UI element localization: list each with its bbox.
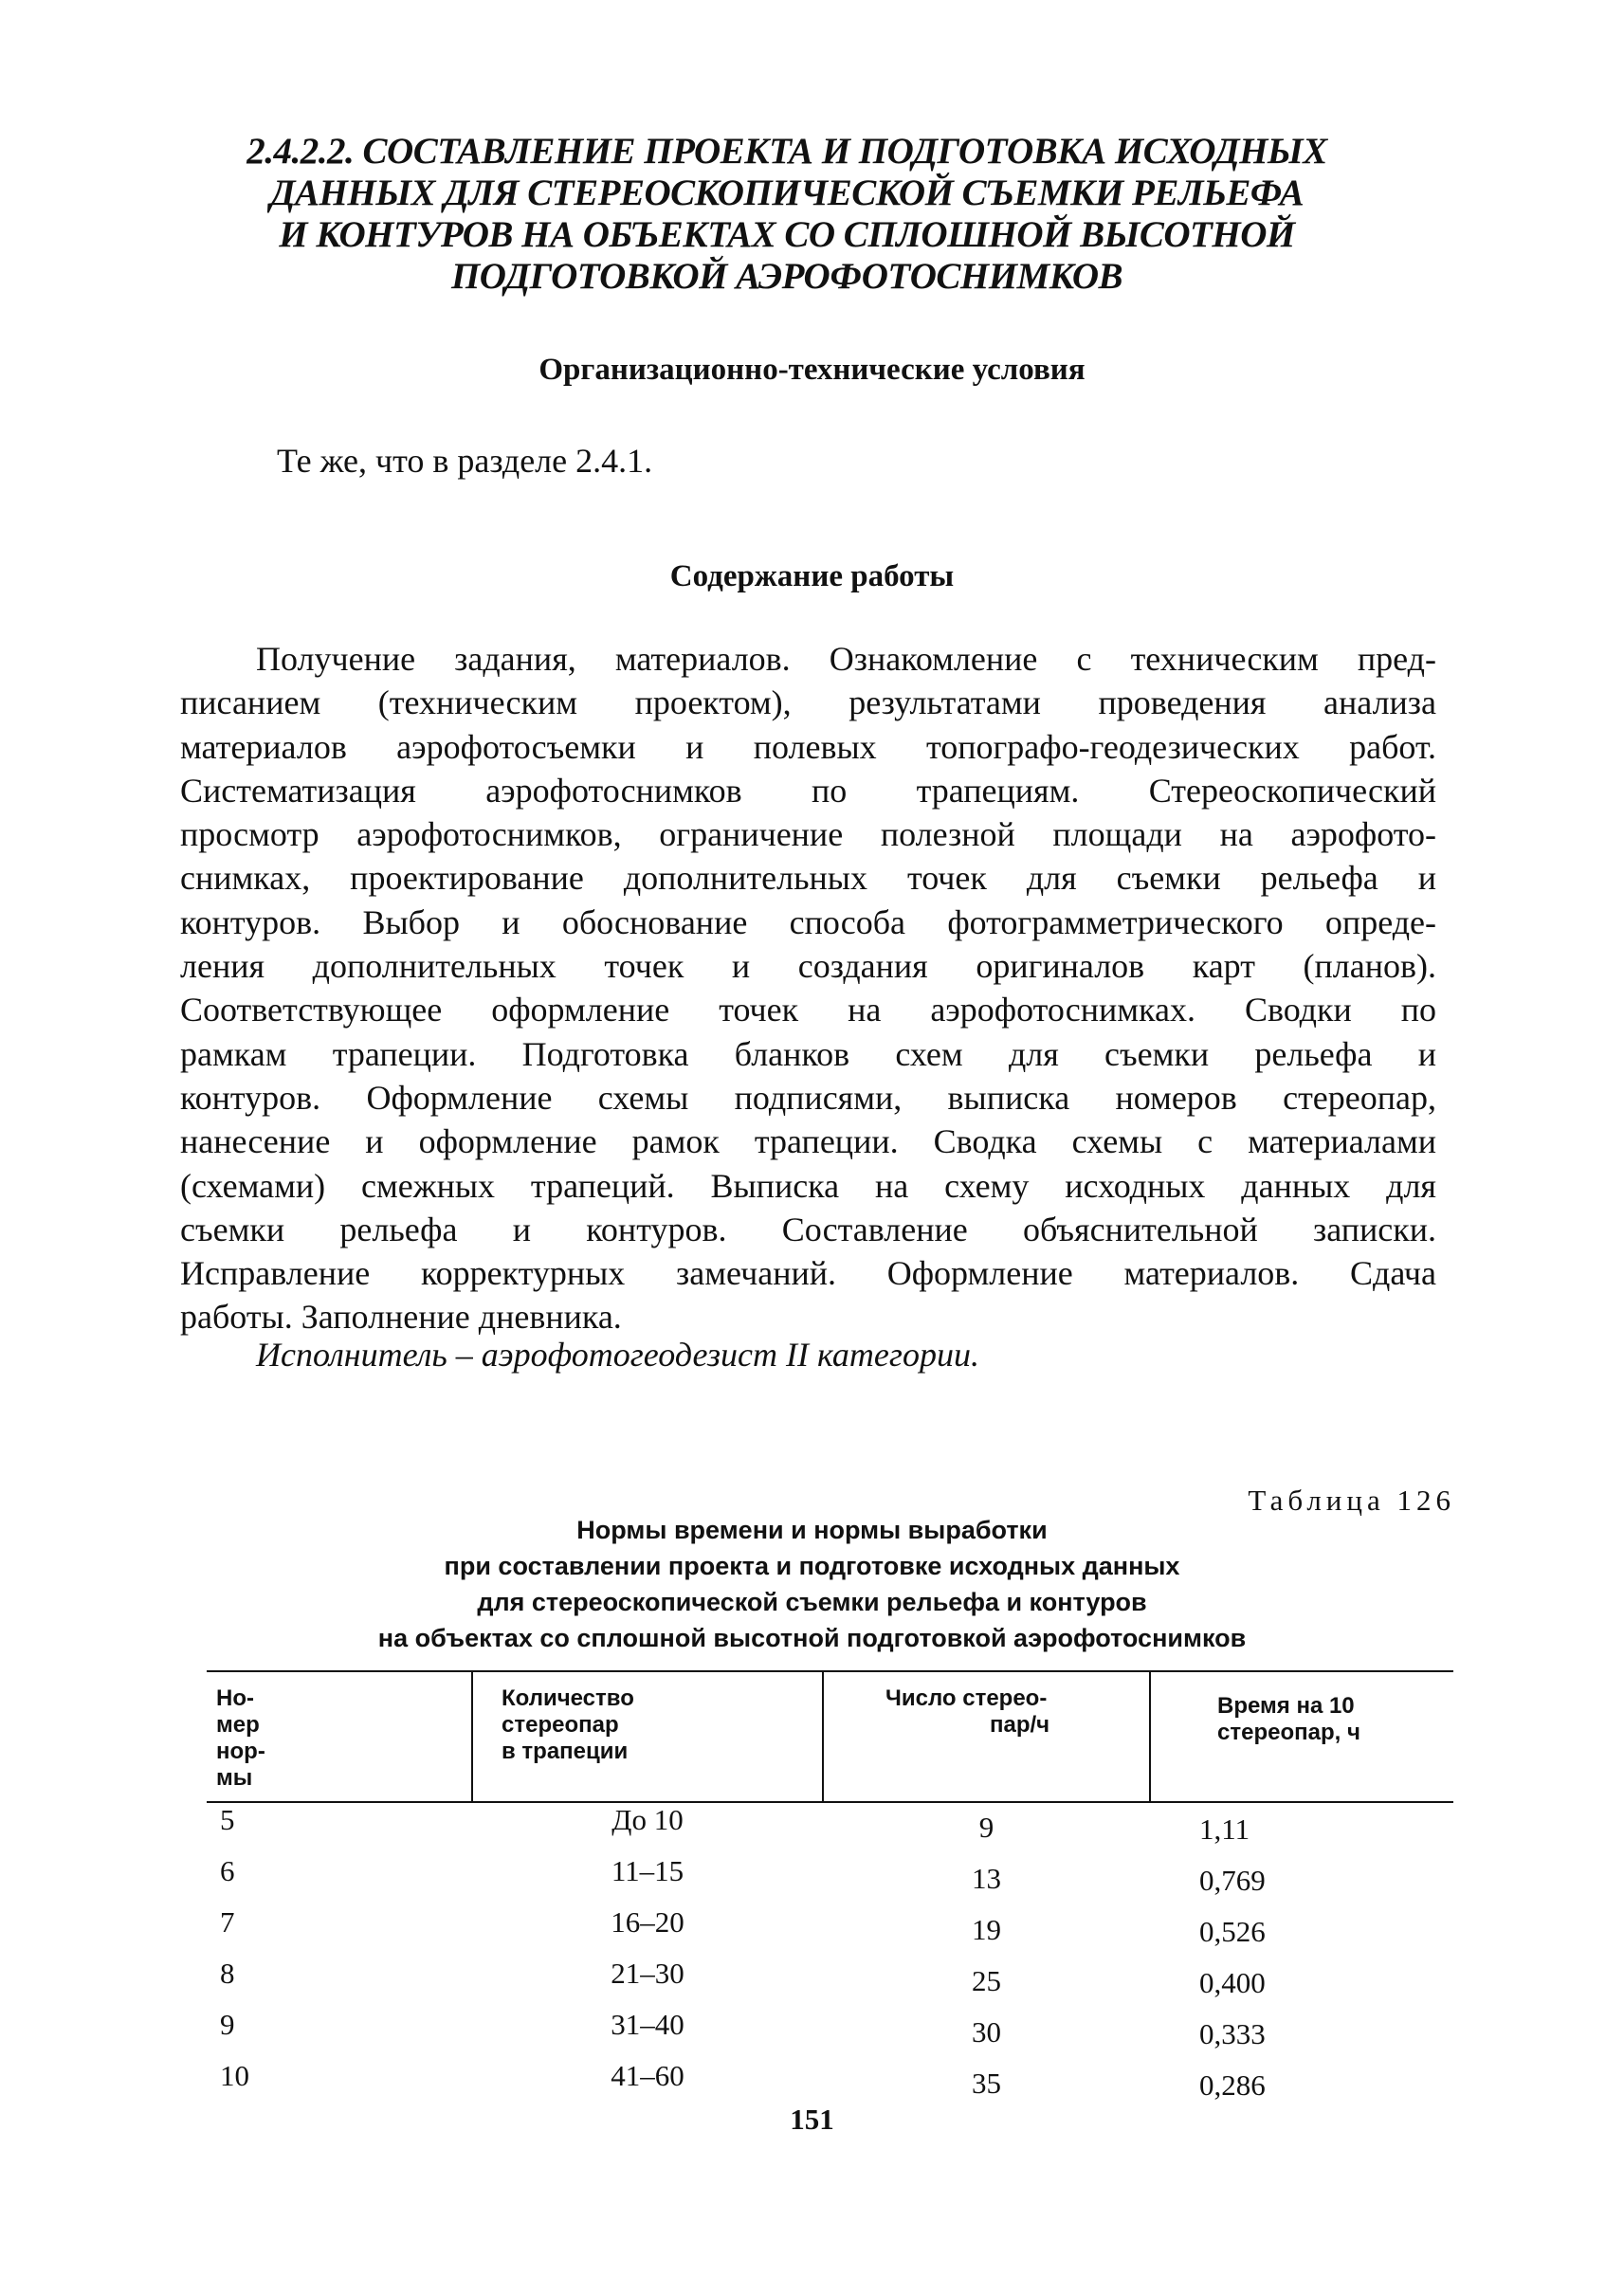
work-description <box>180 637 1436 1339</box>
norms-table <box>207 1670 1453 2110</box>
cell-time: 0,286 <box>1199 2068 1266 2102</box>
cell-norm: 10 <box>220 2059 249 2092</box>
paragraph-line: нанесение и оформление рамок трапеции. Сводка схемы с материалами <box>180 1122 1436 1161</box>
cell-count: 21–30 <box>611 1957 684 1990</box>
paragraph-line: съемки рельефа и контуров. Составление объяснительной записки. <box>180 1210 1436 1248</box>
work-heading: Содержание работы <box>669 559 955 593</box>
cell-time: 0,400 <box>1199 1966 1266 1999</box>
section-title-line: 2.4.2.2. СОСТАВЛЕНИЕ ПРОЕКТА И ПОДГОТОВКА ИСХОДНЫХ <box>246 131 1327 172</box>
paragraph-line: снимках, проектирование дополнительных точек для съемки рельефа и <box>180 859 1436 898</box>
paragraph-line: Исправление корректурных замечаний. Оформление материалов. Сдача <box>180 1254 1436 1293</box>
table-label: Таблица 126 <box>1248 1484 1455 1517</box>
section-title-line: И КОНТУРОВ НА ОБЪЕКТАХ СО СПЛОШНОЙ ВЫСОТНОЙ <box>279 214 1295 255</box>
table-caption <box>0 1512 1624 1656</box>
table-row <box>207 1905 1453 1957</box>
paragraph-line: ления дополнительных точек и создания оригиналов карт (планов). <box>180 947 1436 986</box>
paragraph-line: материалов аэрофотосъемки и полевых топографо-геодезических работ. <box>180 727 1436 766</box>
cell-norm: 7 <box>220 1905 235 1939</box>
paragraph-line: работы. Заполнение дневника. <box>180 1298 622 1337</box>
header-time-per-10: Время на 10 стереопар, ч <box>1150 1671 1453 1802</box>
cell-norm: 9 <box>220 2008 235 2041</box>
section-title-line: ПОДГОТОВКОЙ АЭРОФОТОСНИМКОВ <box>450 256 1123 297</box>
cell-time: 0,526 <box>1199 1915 1266 1948</box>
cell-per-hour: 35 <box>972 2067 1001 2100</box>
cell-count: 16–20 <box>611 1905 684 1939</box>
table-caption-line: Нормы времени и нормы выработки <box>576 1516 1048 1544</box>
table-row <box>207 1957 1453 2008</box>
section-title <box>171 131 1403 298</box>
cell-norm: 8 <box>220 1957 235 1990</box>
conditions-heading: Организационно-технические условия <box>538 353 1086 387</box>
cell-time: 0,769 <box>1199 1864 1266 1897</box>
table-row <box>207 2008 1453 2059</box>
paragraph-line: Соответствующее оформление точек на аэрофотоснимках. Сводки по <box>180 991 1436 1029</box>
table-caption-line: для стереоскопической съемки рельефа и контуров <box>477 1588 1147 1616</box>
cell-time: 1,11 <box>1199 1812 1250 1846</box>
cell-count: 41–60 <box>611 2059 684 2092</box>
table-header-row <box>207 1671 1453 1802</box>
cell-time: 0,333 <box>1199 2017 1266 2050</box>
header-stereopair-count: Количество стереопар в трапеции <box>472 1671 823 1802</box>
paragraph-line: писанием (техническим проектом), результатами проведения анализа <box>180 683 1436 722</box>
performer-note: Исполнитель – аэрофотогеодезист II категории. <box>256 1336 979 1374</box>
cell-per-hour: 9 <box>978 1811 994 1844</box>
cell-count: 31–40 <box>611 2008 684 2041</box>
paragraph-line: контуров. Оформление схемы подписями, выписка номеров стереопар, <box>180 1078 1436 1117</box>
table-row <box>207 1854 1453 1905</box>
cell-per-hour: 13 <box>972 1862 1001 1895</box>
table-caption-line: на объектах со сплошной высотной подготовкой аэрофотоснимков <box>377 1624 1247 1652</box>
paragraph-line: (схемами) смежных трапеций. Выписка на схему исходных данных для <box>180 1166 1436 1205</box>
paragraph-line: Систематизация аэрофотоснимков по трапециям. Стереоскопический <box>180 771 1436 810</box>
paragraph-line: рамкам трапеции. Подготовка бланков схем для съемки рельефа и <box>180 1034 1436 1073</box>
header-norm-number: Но- мер нор- мы <box>207 1671 472 1802</box>
page-number: 151 <box>790 2103 834 2136</box>
section-title-line: ДАННЫХ ДЛЯ СТЕРЕОСКОПИЧЕСКОЙ СЪЕМКИ РЕЛЬЕФА <box>269 173 1305 213</box>
cell-per-hour: 19 <box>972 1913 1001 1946</box>
cell-norm: 5 <box>220 1803 235 1836</box>
cell-count: До 10 <box>611 1803 684 1836</box>
cell-count: 11–15 <box>611 1854 684 1887</box>
header-pairs-per-hour: Число стерео- пар/ч <box>823 1671 1150 1802</box>
cell-per-hour: 25 <box>972 1964 1001 1997</box>
paragraph-line: просмотр аэрофотоснимков, ограничение полезной площади на аэрофото- <box>180 815 1436 854</box>
cell-norm: 6 <box>220 1854 235 1887</box>
conditions-text: Те же, что в разделе 2.4.1. <box>277 442 653 480</box>
table-caption-line: при составлении проекта и подготовке исходных данных <box>444 1552 1180 1580</box>
table-row <box>207 1802 1453 1854</box>
paragraph-line: контуров. Выбор и обоснование способа фотограмметрического опреде- <box>180 902 1436 941</box>
paragraph-line: Получение задания, материалов. Ознакомление с техническим пред- <box>256 640 1436 678</box>
cell-per-hour: 30 <box>972 2015 1001 2049</box>
